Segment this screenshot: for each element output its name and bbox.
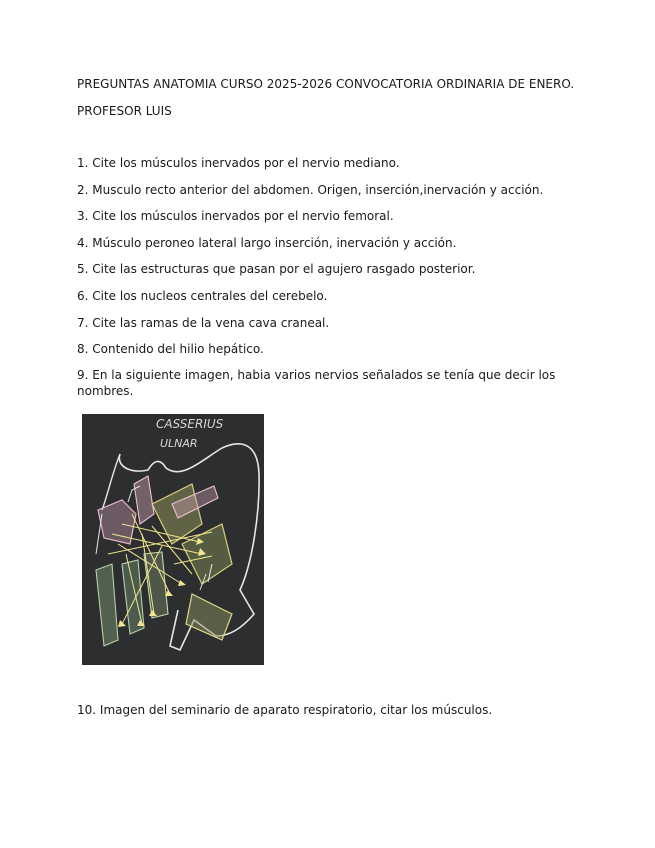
green-bone-3 [144,552,168,618]
question-10: 10. Imagen del seminario de aparato respiratorio, citar los músculos. [77,703,493,717]
chalk-label-casserius: CASSERIUS [156,417,224,431]
chalk-label-ulnar: ULNAR [160,437,198,450]
professor-line: PROFESOR LUIS [77,104,172,118]
question-6: 6. Cite los nucleos centrales del cerebelo. [77,289,328,303]
question-5: 5. Cite las estructuras que pasan por el agujero rasgado posterior. [77,262,476,276]
document-title: PREGUNTAS ANATOMIA CURSO 2025-2026 CONVOCATORIA ORDINARIA DE ENERO. [77,77,575,91]
yellow-muscle-3 [186,594,232,640]
chalkboard-figure [82,414,264,665]
question-1: 1. Cite los músculos inervados por el nervio mediano. [77,156,400,170]
pink-structure-2 [134,476,154,524]
question-7: 7. Cite las ramas de la vena cava craneal. [77,316,330,330]
green-bone-1 [96,564,118,646]
question-9: 9. En la siguiente imagen, habia varios nervios señalados se tenía que decir los nombres. [77,368,556,398]
chalk-drawing [82,414,264,665]
question-8: 8. Contenido del hilio hepático. [77,342,264,356]
question-4: 4. Músculo peroneo lateral largo inserción, inervación y acción. [77,236,457,250]
question-3: 3. Cite los músculos inervados por el nervio femoral. [77,209,394,223]
question-2: 2. Musculo recto anterior del abdomen. Origen, inserción,inervación y acción. [77,183,544,197]
